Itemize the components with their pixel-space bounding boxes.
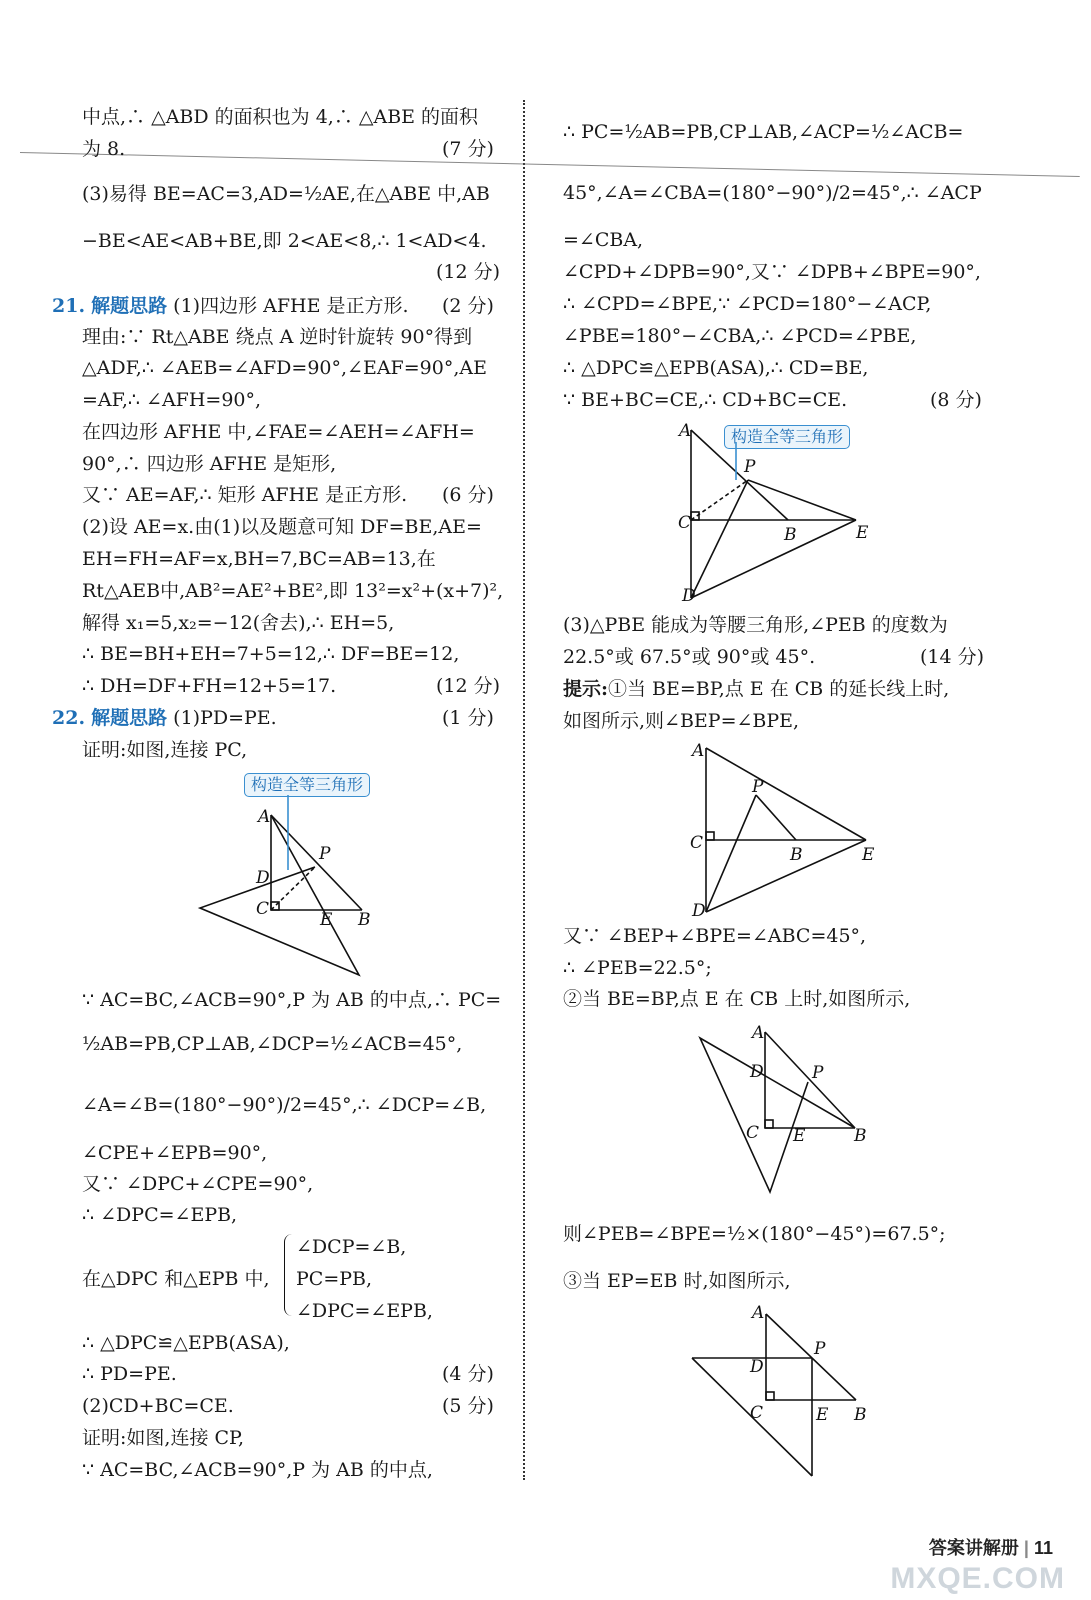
text-line: ∴ △DPC≌△EPB(ASA),: [82, 1332, 290, 1354]
label-a: A: [692, 741, 705, 761]
geometry-figure-3: [684, 740, 884, 918]
label-a: A: [679, 421, 692, 441]
geometry-figure-4: [690, 1020, 880, 1200]
label-c: C: [256, 899, 270, 919]
label-p: P: [744, 457, 756, 477]
question-22-header: [52, 705, 277, 731]
solution-tag: 解题思路: [91, 295, 168, 317]
label-c: C: [750, 1403, 764, 1423]
label-b: B: [854, 1126, 867, 1146]
text-line: 在四边形 AFHE 中,∠FAE=∠AEH=∠AFH=: [82, 421, 475, 443]
text-line: ∴ PC=½AB=PB,CP⊥AB,∠ACP=½∠ACB=: [563, 121, 964, 143]
text-line: EH=FH=AF=x,BH=7,BC=AB=13,在: [82, 548, 436, 570]
text-line: ∵ BE+BC=CE,∴ CD+BC=CE.: [563, 389, 848, 411]
score: (2 分): [442, 295, 494, 317]
text-line: 又∵ AE=AF,∴ 矩形 AFHE 是正方形.: [82, 484, 408, 506]
label-c: C: [690, 833, 704, 853]
text-line: 在△DPC 和△EPB 中,: [82, 1268, 270, 1290]
hint-line: [563, 676, 949, 702]
brace: [284, 1234, 293, 1316]
callout-congruent: 构造全等三角形: [724, 425, 850, 449]
text-line: 45°,∠A=∠CBA=(180°−90°)/2=45°,∴ ∠ACP: [563, 182, 982, 204]
text-line: 又∵ ∠DPC+∠CPE=90°,: [82, 1173, 314, 1195]
label-d: D: [750, 1357, 764, 1377]
column-divider: [523, 100, 525, 1480]
label-p: P: [752, 777, 764, 797]
text-line: 证明:如图,连接 PC,: [82, 739, 248, 761]
score: (14 分): [920, 646, 985, 668]
label-c: C: [746, 1123, 760, 1143]
label-e: E: [320, 910, 333, 930]
text-line: 又∵ ∠BEP+∠BPE=∠ABC=45°,: [563, 925, 867, 947]
callout-congruent: 构造全等三角形: [244, 773, 370, 797]
text-line: 理由:∵ Rt△ABE 绕点 A 逆时针旋转 90°得到: [82, 326, 473, 348]
text-line: ∵ AC=BC,∠ACB=90°,P 为 AB 的中点,: [82, 1459, 433, 1481]
label-e: E: [856, 523, 869, 543]
text-line: ∴ △DPC≌△EPB(ASA),∴ CD=BE,: [563, 357, 869, 379]
right-angle-mark: [766, 1392, 774, 1400]
segment-de: [691, 520, 856, 598]
geometry-figure-2: [676, 420, 886, 605]
text-line: =∠CBA,: [563, 229, 644, 251]
text-line: ③当 EP=EB 时,如图所示,: [563, 1270, 791, 1292]
score: (8 分): [930, 389, 982, 411]
text-line: ∠DCP=∠B,: [296, 1236, 407, 1258]
text-line: (2)CD+BC=CE.: [82, 1395, 234, 1417]
text-line: ①当 BE=BP,点 E 在 CB 的延长线上时,: [608, 678, 950, 700]
page-footer: 答案讲解册 | 11: [928, 1538, 1053, 1558]
text-line: 证明:如图,连接 CP,: [82, 1427, 244, 1449]
page-number: 11: [1033, 1538, 1053, 1558]
text-line: PC=PB,: [296, 1268, 373, 1290]
segment-ab: [766, 1314, 856, 1400]
text-line: ∴ DH=DF+FH=12+5=17.: [82, 675, 337, 697]
text-line: ∠A=∠B=(180°−90°)/2=45°,∴ ∠DCP=∠B,: [82, 1094, 487, 1116]
text-line: 90°,∴ 四边形 AFHE 是矩形,: [82, 453, 337, 475]
text-line: ∠DPC=∠EPB,: [296, 1300, 433, 1322]
text-line: ∴ ∠DPC=∠EPB,: [82, 1204, 238, 1226]
text-line: ∴ ∠CPD=∠BPE,∵ ∠PCD=180°−∠ACP,: [563, 293, 932, 315]
score: (12 分): [436, 261, 501, 283]
footer-label: 答案讲解册: [928, 1538, 1019, 1558]
score: (7 分): [442, 138, 494, 160]
text-line: ∵ AC=BC,∠ACB=90°,P 为 AB 的中点,∴ PC=: [82, 989, 502, 1011]
label-d: D: [682, 586, 696, 605]
watermark: MXQE.COM: [890, 1562, 1065, 1595]
label-b: B: [358, 910, 371, 930]
question-number: 21.: [52, 295, 86, 317]
label-b: B: [790, 845, 803, 865]
text-line: −BE<AE<AB+BE,即 2<AE<8,∴ 1<AD<4.: [82, 230, 487, 252]
right-angle-mark: [765, 1120, 773, 1128]
label-c: C: [678, 513, 692, 533]
label-a: A: [258, 807, 271, 827]
text-line: Rt△AEB中,AB²=AE²+BE²,即 13²=x²+(x+7)²,: [82, 580, 504, 602]
segment-dp: [691, 480, 748, 598]
label-d: D: [692, 901, 706, 918]
text-line: ∠CPE+∠EPB=90°,: [82, 1142, 268, 1164]
text-line: 如图所示,则∠BEP=∠BPE,: [563, 710, 800, 732]
text-line: (1)PD=PE.: [173, 707, 277, 729]
label-b: B: [784, 525, 797, 545]
text-line: =AF,∴ ∠AFH=90°,: [82, 389, 262, 411]
pencil-mark: [20, 152, 1080, 177]
label-b: B: [854, 1405, 867, 1425]
segment-ab: [271, 815, 362, 910]
text-line: ∠PBE=180°−∠CBA,∴ ∠PCD=∠PBE,: [563, 325, 917, 347]
score: (5 分): [442, 1395, 494, 1417]
text-line: 则∠PEB=∠BPE=½×(180°−45°)=67.5°;: [563, 1223, 946, 1245]
figure-lines: [700, 1032, 855, 1192]
hint-label: 提示:: [563, 678, 609, 700]
label-e: E: [793, 1126, 806, 1146]
text-line: (1)四边形 AFHE 是正方形.: [173, 295, 409, 317]
text-line: (3)易得 BE=AC=3,AD=½AE,在△ABE 中,AB: [82, 183, 490, 205]
figure-lines: [200, 815, 359, 975]
label-d: D: [256, 868, 270, 888]
text-line: ½AB=PB,CP⊥AB,∠DCP=½∠ACB=45°,: [82, 1033, 463, 1055]
segment-de: [706, 840, 866, 912]
label-p: P: [814, 1339, 826, 1359]
score: (4 分): [442, 1363, 494, 1385]
text-line: (3)△PBE 能成为等腰三角形,∠PEB 的度数为: [563, 614, 948, 636]
segment-dp: [706, 795, 756, 912]
text-line: ∴ ∠PEB=22.5°;: [563, 957, 712, 979]
solution-tag: 解题思路: [91, 707, 168, 729]
text-line: 为 8.: [82, 138, 126, 160]
segment-pe: [748, 480, 856, 520]
label-p: P: [812, 1063, 824, 1083]
right-angle-mark: [706, 832, 714, 840]
text-line: 解得 x₁=5,x₂=−12(舍去),∴ EH=5,: [82, 612, 395, 634]
label-a: A: [752, 1303, 765, 1323]
score: (6 分): [442, 484, 494, 506]
text-line: ∠CPD+∠DPB=90°,又∵ ∠DPB+∠BPE=90°,: [563, 261, 981, 283]
score: (12 分): [436, 675, 501, 697]
text-line: ②当 BE=BP,点 E 在 CB 上时,如图所示,: [563, 988, 911, 1010]
text-line: ∴ BE=BH+EH=7+5=12,∴ DF=BE=12,: [82, 643, 460, 665]
text-line: ∴ PD=PE.: [82, 1363, 177, 1385]
geometry-figure-1: [190, 795, 520, 985]
label-e: E: [816, 1405, 829, 1425]
text-line: 中点,∴ △ABD 的面积也为 4,∴ △ABE 的面积: [82, 106, 479, 128]
label-e: E: [862, 845, 875, 865]
text-line: 22.5°或 67.5°或 90°或 45°.: [563, 646, 816, 668]
text-line: △ADF,∴ ∠AEB=∠AFD=90°,∠EAF=90°,AE: [82, 357, 487, 379]
question-number: 22.: [52, 707, 86, 729]
segment-cp: [271, 867, 315, 910]
score: (1 分): [442, 707, 494, 729]
label-a: A: [752, 1023, 765, 1043]
geometry-figure-5: [686, 1300, 876, 1480]
label-p: P: [319, 844, 331, 864]
question-21-header: [52, 293, 409, 319]
label-d: D: [750, 1062, 764, 1082]
segment-ae: [706, 748, 866, 840]
text-line: (2)设 AE=x.由(1)以及题意可知 DF=BE,AE=: [82, 516, 482, 538]
segment-ab: [691, 430, 788, 520]
segment-pb: [756, 795, 796, 840]
